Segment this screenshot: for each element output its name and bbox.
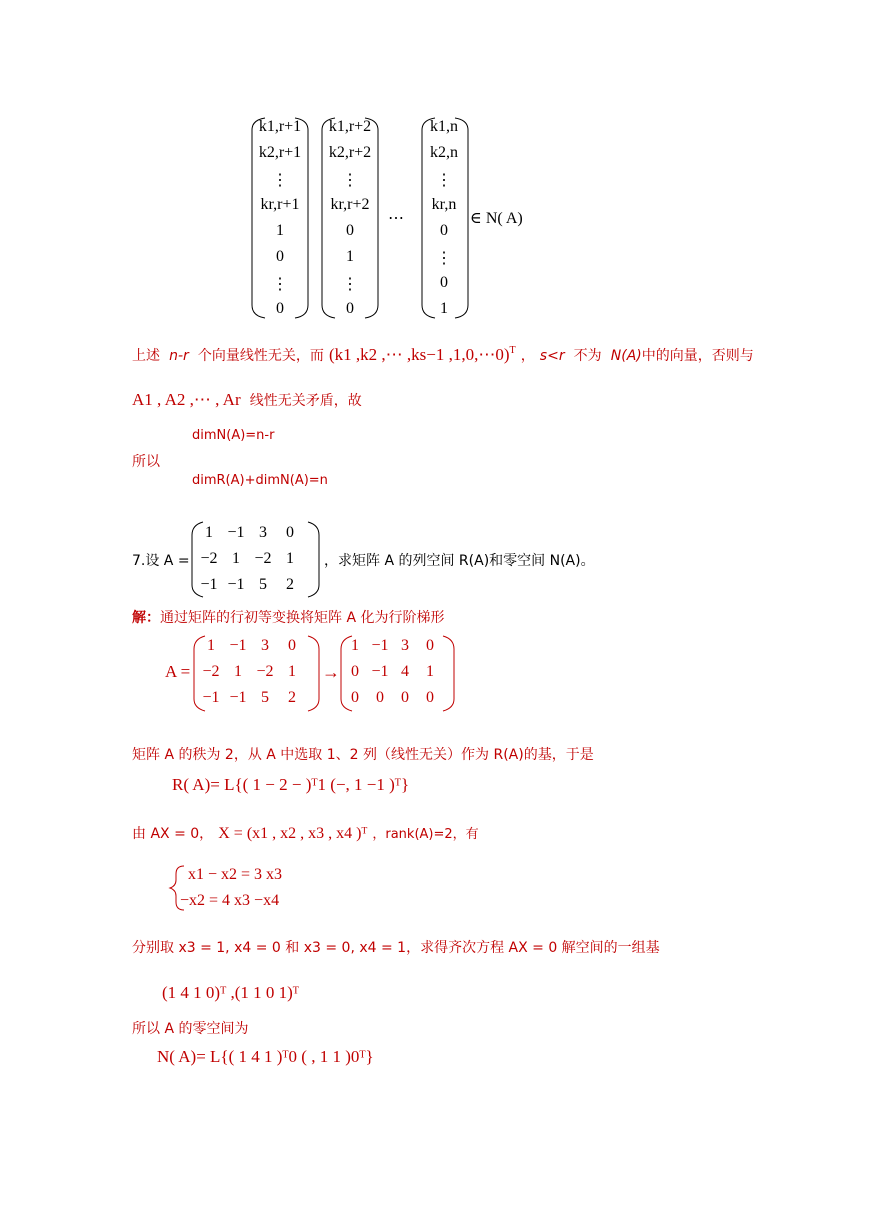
choose-text: 分别取 x3 = 1, x4 = 0 和 x3 = 0, x4 = 1，求得齐次方程 AX = 0 解空间的一组基: [132, 940, 660, 956]
vector-entry: ⋮: [272, 276, 288, 293]
vector-entry: kr,r+1: [260, 196, 300, 213]
vector-entry: 0: [276, 300, 284, 317]
solution-intro: 解：通过矩阵的行初等变换将矩阵 A 化为行阶梯形: [132, 610, 445, 626]
vector-entry: ⋮: [436, 250, 452, 267]
matrix-cell: 2: [286, 576, 294, 593]
matrix-cell: −2: [202, 663, 220, 680]
vector-entry: kr,r+2: [330, 196, 370, 213]
matrix-cell: 4: [401, 663, 409, 680]
matrix-cell: 0: [351, 663, 359, 680]
matrix-cell: −1: [229, 637, 247, 654]
matrix-cell: −1: [227, 576, 245, 593]
belongs-null-space: ∈ N( A): [470, 210, 523, 227]
matrix-cell: 1: [426, 663, 434, 680]
ellipsis: ⋯: [388, 210, 404, 227]
vector-entry: kr,n: [431, 196, 457, 213]
vector-entry: k1,r+2: [328, 118, 372, 135]
vector-k: (k1 ,k2 ,⋯ ,ks−1 ,1,0,⋯0): [328, 345, 510, 364]
transform-arrow: →: [322, 662, 340, 682]
column-space-eq: R( A)= L{( 1 − 2 − )ᵀ1 (−, 1 −1 )ᵀ}: [172, 775, 410, 794]
vector-entry: 1: [440, 300, 448, 317]
matrix-cell: −2: [256, 663, 274, 680]
matrix-cell: 5: [261, 689, 269, 706]
matrix-cell: 0: [401, 689, 409, 706]
matrix-cell: 1: [205, 524, 213, 541]
matrix-cell: 5: [259, 576, 267, 593]
vector-entry: k2,r+1: [258, 144, 302, 161]
vector-entry: ⋮: [342, 276, 358, 293]
basis-vectors: (1 4 1 0)ᵀ ,(1 1 0 1)ᵀ: [162, 983, 299, 1002]
matrix-cell: −1: [202, 689, 220, 706]
question-7-prefix: 7.设 A =: [132, 553, 190, 569]
null-space-eq: N( A)= L{( 1 4 1 )ᵀ0 ( , 1 1 )0ᵀ}: [157, 1047, 374, 1066]
matrix-cell: 0: [426, 637, 434, 654]
matrix-cell: 1: [232, 550, 240, 567]
system-line-1: x1 − x2 = 3 x3: [188, 866, 283, 883]
system-line-2: −x2 = 4 x3 −x4: [180, 892, 280, 909]
matrix-lhs: A =: [165, 662, 191, 681]
vector-entry: 1: [346, 248, 354, 265]
matrix-cell: −1: [229, 689, 247, 706]
matrix-cell: 0: [376, 689, 384, 706]
vector-entry: ⋮: [342, 172, 358, 189]
matrix-cell: 3: [259, 524, 267, 541]
matrix-cell: −1: [200, 576, 218, 593]
matrix-cell: 2: [288, 689, 296, 706]
dim-sum: dimR(A)+dimN(A)=n: [192, 473, 328, 488]
vector-entry: ⋮: [272, 172, 288, 189]
vector-entry: 0: [276, 248, 284, 265]
vector-entry: k1,r+1: [258, 118, 302, 135]
matrix-cell: −2: [200, 550, 218, 567]
matrix-cell: 0: [288, 637, 296, 654]
vector-entry: ⋮: [436, 172, 452, 189]
matrix-cell: 3: [401, 637, 409, 654]
matrix-cell: −1: [371, 637, 389, 654]
vector-entry: k2,n: [430, 144, 458, 161]
matrix-cell: 1: [288, 663, 296, 680]
null-space-text: 所以 A 的零空间为: [132, 1021, 249, 1037]
matrix-cell: 0: [351, 689, 359, 706]
vector-entry: 0: [440, 222, 448, 239]
vector-entry: 0: [346, 300, 354, 317]
vector-entry: k1,n: [430, 118, 458, 135]
ax-line: 由 AX = 0， X = (x1 , x2 , x3 , x4 )ᵀ ，rank(A)=2，有: [132, 825, 479, 842]
matrix-cell: 1: [286, 550, 294, 567]
matrix-cell: −1: [227, 524, 245, 541]
matrix-cell: 0: [286, 524, 294, 541]
matrix-cell: −2: [254, 550, 272, 567]
question-7-text: ，求矩阵 A 的列空间 R(A)和零空间 N(A)。: [324, 553, 595, 569]
solution-label: 解：: [132, 610, 160, 626]
vector-entry: 0: [346, 222, 354, 239]
matrix-cell: 0: [426, 689, 434, 706]
therefore-label: 所以: [132, 454, 160, 470]
matrix-cell: −1: [371, 663, 389, 680]
paragraph-independence: 上述 n-r 个向量线性无关，而 (k1 ,k2 ,⋯ ,ks−1 ,1,0,⋯0)$^T$ ， s<r 不为 N(A)中的向量，否则与: [132, 345, 754, 364]
vector-entry: 1: [276, 222, 284, 239]
matrix-cell: 1: [351, 637, 359, 654]
matrix-cell: 3: [261, 637, 269, 654]
paragraph-contradiction: A1 , A2 ,⋯ , Ar 线性无关矛盾，故: [132, 390, 362, 409]
rank-text: 矩阵 A 的秩为 2，从 A 中选取 1、2 列（线性无关）作为 R(A)的基，于是: [132, 747, 594, 763]
matrix-cell: 1: [207, 637, 215, 654]
matrix-cell: 1: [234, 663, 242, 680]
dim-null-space: dimN(A)=n-r: [192, 428, 275, 443]
vector-entry: k2,r+2: [328, 144, 372, 161]
vector-entry: 0: [440, 274, 448, 291]
